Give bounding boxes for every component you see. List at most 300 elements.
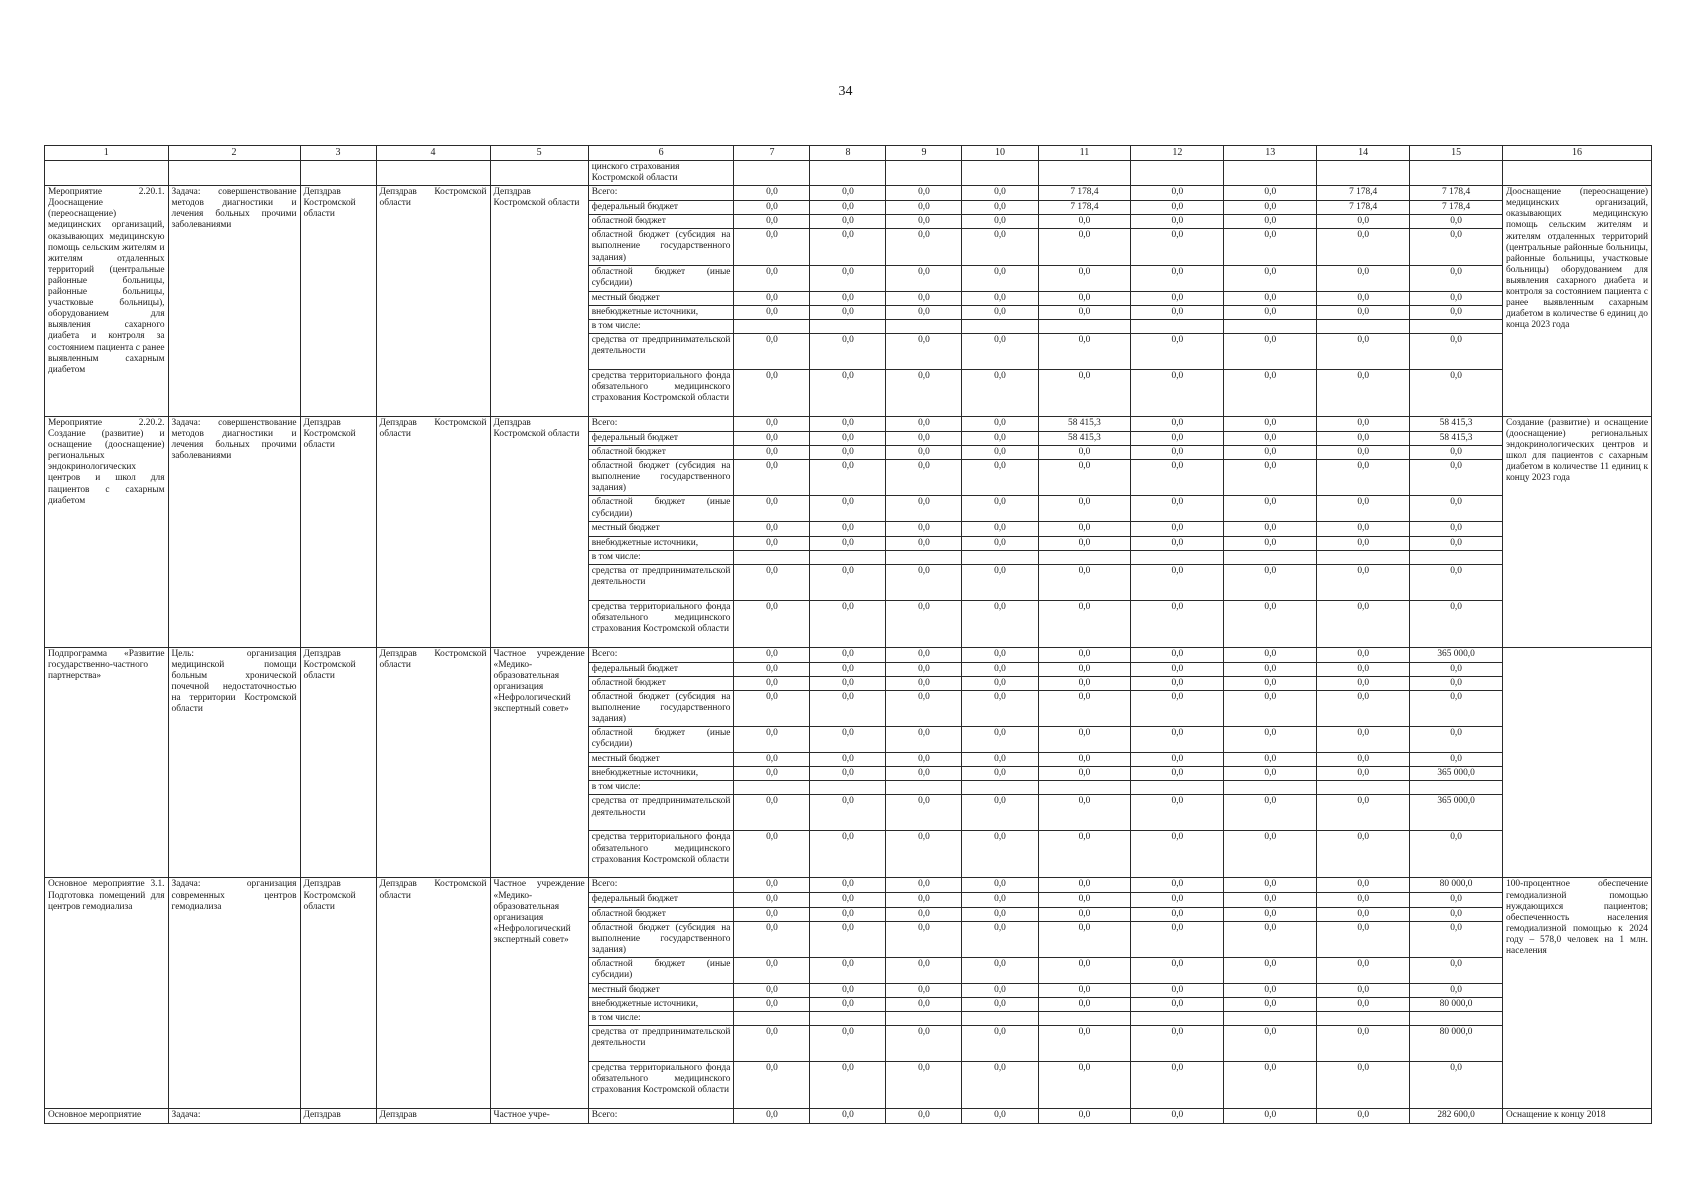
value-cell: 0,0 bbox=[1224, 983, 1317, 997]
value-cell: 0,0 bbox=[1131, 333, 1224, 369]
column-header: 15 bbox=[1410, 146, 1503, 161]
value-cell: 0,0 bbox=[962, 536, 1038, 550]
value-cell: 0,0 bbox=[1038, 662, 1131, 676]
column-header: 10 bbox=[962, 146, 1038, 161]
value-cell bbox=[1131, 781, 1224, 795]
value-cell: 0,0 bbox=[1410, 522, 1503, 536]
value-cell: 0,0 bbox=[1038, 676, 1131, 690]
responsible-executor-cell: Депздрав Костромской области bbox=[376, 647, 490, 878]
funding-source-cell: областной бюджет (субсидия на выполнение государственного задания) bbox=[588, 460, 734, 496]
value-cell: 0,0 bbox=[734, 1062, 810, 1109]
value-cell: 0,0 bbox=[1410, 690, 1503, 726]
value-cell: 0,0 bbox=[886, 753, 962, 767]
value-cell: 0,0 bbox=[734, 998, 810, 1012]
funding-source-cell: областной бюджет bbox=[588, 676, 734, 690]
value-cell: 0,0 bbox=[962, 983, 1038, 997]
value-cell: 0,0 bbox=[1131, 998, 1224, 1012]
value-cell: 0,0 bbox=[810, 998, 886, 1012]
value-cell: 0,0 bbox=[962, 662, 1038, 676]
value-cell: 0,0 bbox=[734, 676, 810, 690]
column-header: 8 bbox=[810, 146, 886, 161]
value-cell bbox=[1317, 781, 1410, 795]
value-cell: 0,0 bbox=[734, 907, 810, 921]
value-cell: 0,0 bbox=[962, 1026, 1038, 1062]
value-cell: 0,0 bbox=[1410, 893, 1503, 907]
value-cell: 0,0 bbox=[1038, 333, 1131, 369]
column-header: 9 bbox=[886, 146, 962, 161]
value-cell: 0,0 bbox=[1410, 676, 1503, 690]
value-cell: 0,0 bbox=[1038, 647, 1131, 662]
goal-task-cell: Цель: организация медицинской помощи больным хронической почечной недостаточностью на территории Костромской области bbox=[168, 647, 300, 878]
value-cell: 0,0 bbox=[734, 416, 810, 431]
value-cell: 0,0 bbox=[1410, 369, 1503, 416]
value-cell: 0,0 bbox=[886, 690, 962, 726]
column-header: 5 bbox=[490, 146, 588, 161]
value-cell: 0,0 bbox=[1038, 983, 1131, 997]
value-cell: 0,0 bbox=[886, 831, 962, 878]
funding-source-cell: средства территориального фонда обязательного медицинского страхования Костромской области bbox=[588, 600, 734, 647]
value-cell: 0,0 bbox=[734, 265, 810, 291]
value-cell: 0,0 bbox=[962, 1109, 1038, 1124]
value-cell: 0,0 bbox=[1410, 305, 1503, 319]
value-cell: 0,0 bbox=[1038, 957, 1131, 983]
funding-source-cell: областной бюджет (субсидия на выполнение государственного задания) bbox=[588, 690, 734, 726]
value-cell: 0,0 bbox=[1317, 460, 1410, 496]
coordinator-cell: Депздрав bbox=[300, 1109, 376, 1124]
value-cell: 0,0 bbox=[810, 727, 886, 753]
value-cell: 0,0 bbox=[886, 878, 962, 893]
value-cell: 0,0 bbox=[734, 496, 810, 522]
activity-name-cell: Основное мероприятие bbox=[45, 1109, 169, 1124]
value-cell bbox=[1038, 319, 1131, 333]
column-header: 3 bbox=[300, 146, 376, 161]
value-cell: 7 178,4 bbox=[1410, 201, 1503, 215]
participant-cell: Частное учреждение «Медико-образовательная организация «Нефрологический экспертный совет» bbox=[490, 647, 588, 878]
value-cell: 0,0 bbox=[1317, 727, 1410, 753]
value-cell: 0,0 bbox=[734, 215, 810, 229]
funding-source-cell: внебюджетные источники, bbox=[588, 767, 734, 781]
value-cell: 0,0 bbox=[1224, 662, 1317, 676]
value-cell: 0,0 bbox=[734, 647, 810, 662]
value-cell: 0,0 bbox=[1410, 600, 1503, 647]
value-cell: 80 000,0 bbox=[1410, 998, 1503, 1012]
value-cell: 0,0 bbox=[810, 305, 886, 319]
value-cell: 0,0 bbox=[1038, 460, 1131, 496]
value-cell: 0,0 bbox=[1410, 662, 1503, 676]
value-cell: 0,0 bbox=[1317, 431, 1410, 445]
value-cell: 58 415,3 bbox=[1038, 416, 1131, 431]
value-cell: 0,0 bbox=[1224, 690, 1317, 726]
value-cell bbox=[886, 1012, 962, 1026]
value-cell: 0,0 bbox=[810, 600, 886, 647]
value-cell: 0,0 bbox=[1410, 907, 1503, 921]
value-cell: 0,0 bbox=[734, 229, 810, 265]
participant-cell: Частное учре- bbox=[490, 1109, 588, 1124]
value-cell bbox=[734, 1012, 810, 1026]
value-cell: 0,0 bbox=[734, 893, 810, 907]
value-cell: 0,0 bbox=[1224, 460, 1317, 496]
value-cell: 0,0 bbox=[1131, 957, 1224, 983]
value-cell: 0,0 bbox=[1224, 600, 1317, 647]
value-cell: 0,0 bbox=[962, 676, 1038, 690]
funding-source-cell: областной бюджет (субсидия на выполнение государственного задания) bbox=[588, 229, 734, 265]
value-cell: 0,0 bbox=[1224, 186, 1317, 201]
value-cell: 0,0 bbox=[1410, 496, 1503, 522]
value-cell: 0,0 bbox=[1410, 536, 1503, 550]
value-cell bbox=[810, 781, 886, 795]
value-cell: 0,0 bbox=[1038, 1026, 1131, 1062]
value-cell: 0,0 bbox=[1038, 893, 1131, 907]
value-cell: 0,0 bbox=[1038, 1109, 1131, 1124]
value-cell bbox=[1224, 781, 1317, 795]
value-cell: 0,0 bbox=[1317, 496, 1410, 522]
value-cell: 0,0 bbox=[1224, 201, 1317, 215]
funding-source-cell: федеральный бюджет bbox=[588, 893, 734, 907]
value-cell: 0,0 bbox=[1038, 767, 1131, 781]
value-cell: 0,0 bbox=[1038, 446, 1131, 460]
funding-source-cell: в том числе: bbox=[588, 1012, 734, 1026]
value-cell: 0,0 bbox=[1410, 753, 1503, 767]
value-cell: 0,0 bbox=[1317, 305, 1410, 319]
value-cell bbox=[1038, 550, 1131, 564]
activity-name-cell: Мероприятие 2.20.2. Создание (развитие) и оснащение (дооснащение) региональных эндокринологических центров и школ для пациентов с сахарным диабетом bbox=[45, 416, 169, 647]
value-cell: 0,0 bbox=[1131, 690, 1224, 726]
funding-source-cell: внебюджетные источники, bbox=[588, 305, 734, 319]
value-cell: 0,0 bbox=[886, 647, 962, 662]
value-cell: 0,0 bbox=[962, 600, 1038, 647]
funding-source-cell: областной бюджет (иные субсидии) bbox=[588, 265, 734, 291]
value-cell: 0,0 bbox=[1131, 229, 1224, 265]
value-cell: 0,0 bbox=[962, 416, 1038, 431]
value-cell: 365 000,0 bbox=[1410, 647, 1503, 662]
value-cell: 0,0 bbox=[1224, 1062, 1317, 1109]
value-cell: 0,0 bbox=[886, 564, 962, 600]
value-cell: 0,0 bbox=[734, 446, 810, 460]
value-cell: 0,0 bbox=[810, 536, 886, 550]
column-number-row bbox=[45, 146, 1652, 161]
value-cell: 0,0 bbox=[1224, 831, 1317, 878]
value-cell: 0,0 bbox=[810, 201, 886, 215]
column-header: 6 bbox=[588, 146, 734, 161]
value-cell: 0,0 bbox=[734, 600, 810, 647]
value-cell: 0,0 bbox=[886, 215, 962, 229]
value-cell: 0,0 bbox=[1317, 957, 1410, 983]
value-cell: 0,0 bbox=[1224, 753, 1317, 767]
funding-source-cell: средства от предпринимательской деятельности bbox=[588, 564, 734, 600]
value-cell: 0,0 bbox=[1317, 536, 1410, 550]
value-cell: 365 000,0 bbox=[1410, 767, 1503, 781]
value-cell: 0,0 bbox=[1038, 878, 1131, 893]
value-cell: 0,0 bbox=[734, 983, 810, 997]
value-cell: 0,0 bbox=[1317, 446, 1410, 460]
funding-source-cell: местный бюджет bbox=[588, 522, 734, 536]
value-cell: 0,0 bbox=[962, 795, 1038, 831]
value-cell: 0,0 bbox=[886, 1109, 962, 1124]
value-cell: 0,0 bbox=[886, 201, 962, 215]
goal-task-cell: Задача: bbox=[168, 1109, 300, 1124]
value-cell: 0,0 bbox=[810, 1062, 886, 1109]
value-cell: 0,0 bbox=[886, 431, 962, 445]
value-cell: 0,0 bbox=[810, 460, 886, 496]
value-cell: 0,0 bbox=[1410, 215, 1503, 229]
value-cell: 0,0 bbox=[1038, 215, 1131, 229]
value-cell: 0,0 bbox=[734, 291, 810, 305]
value-cell: 0,0 bbox=[1131, 186, 1224, 201]
value-cell: 0,0 bbox=[886, 265, 962, 291]
value-cell: 0,0 bbox=[1038, 921, 1131, 957]
expected-result-cell bbox=[1503, 647, 1652, 878]
value-cell: 0,0 bbox=[1038, 291, 1131, 305]
value-cell: 0,0 bbox=[886, 893, 962, 907]
value-cell: 0,0 bbox=[734, 767, 810, 781]
value-cell: 0,0 bbox=[1038, 305, 1131, 319]
goal-task-cell: Задача: организация современных центров гемодиализа bbox=[168, 878, 300, 1109]
value-cell: 0,0 bbox=[734, 753, 810, 767]
value-cell bbox=[1224, 319, 1317, 333]
funding-source-cell: Всего: bbox=[588, 186, 734, 201]
value-cell: 0,0 bbox=[810, 690, 886, 726]
value-cell: 0,0 bbox=[810, 1109, 886, 1124]
value-cell: 0,0 bbox=[1131, 878, 1224, 893]
value-cell: 0,0 bbox=[886, 522, 962, 536]
value-cell: 0,0 bbox=[1317, 291, 1410, 305]
value-cell: 0,0 bbox=[734, 186, 810, 201]
value-cell: 0,0 bbox=[1038, 496, 1131, 522]
value-cell: 0,0 bbox=[1131, 522, 1224, 536]
value-cell: 0,0 bbox=[1131, 662, 1224, 676]
value-cell: 0,0 bbox=[810, 369, 886, 416]
value-cell: 0,0 bbox=[962, 215, 1038, 229]
responsible-executor-cell: Депздрав Костромской области bbox=[376, 878, 490, 1109]
funding-row bbox=[45, 416, 1652, 431]
value-cell: 0,0 bbox=[1131, 921, 1224, 957]
value-cell: 0,0 bbox=[962, 647, 1038, 662]
value-cell: 0,0 bbox=[734, 957, 810, 983]
value-cell: 0,0 bbox=[962, 201, 1038, 215]
value-cell: 0,0 bbox=[734, 536, 810, 550]
value-cell: 0,0 bbox=[1131, 767, 1224, 781]
value-cell: 0,0 bbox=[1224, 416, 1317, 431]
value-cell: 0,0 bbox=[1224, 647, 1317, 662]
value-cell: 0,0 bbox=[1224, 431, 1317, 445]
value-cell: 0,0 bbox=[962, 907, 1038, 921]
value-cell: 0,0 bbox=[962, 831, 1038, 878]
goal-task-cell: Задача: совершенствование методов диагностики и лечения больных прочими заболеваниями bbox=[168, 186, 300, 417]
value-cell: 7 178,4 bbox=[1317, 201, 1410, 215]
value-cell: 0,0 bbox=[962, 767, 1038, 781]
value-cell: 0,0 bbox=[886, 1062, 962, 1109]
value-cell: 0,0 bbox=[886, 1026, 962, 1062]
value-cell: 0,0 bbox=[734, 333, 810, 369]
value-cell: 0,0 bbox=[962, 1062, 1038, 1109]
value-cell: 0,0 bbox=[1224, 957, 1317, 983]
value-cell: 0,0 bbox=[1317, 647, 1410, 662]
value-cell bbox=[810, 319, 886, 333]
value-cell: 0,0 bbox=[810, 522, 886, 536]
value-cell: 0,0 bbox=[734, 431, 810, 445]
coordinator-cell: Депздрав Костромской области bbox=[300, 416, 376, 647]
value-cell bbox=[810, 1012, 886, 1026]
goal-task-cell: Задача: совершенствование методов диагностики и лечения больных прочими заболеваниями bbox=[168, 416, 300, 647]
value-cell: 0,0 bbox=[1317, 1062, 1410, 1109]
expected-result-cell: Оснащение к концу 2018 bbox=[1503, 1109, 1652, 1124]
value-cell: 0,0 bbox=[1038, 753, 1131, 767]
funding-source-cell: средства территориального фонда обязательного медицинского страхования Костромской области bbox=[588, 831, 734, 878]
value-cell: 0,0 bbox=[810, 647, 886, 662]
value-cell: 0,0 bbox=[962, 893, 1038, 907]
value-cell: 0,0 bbox=[1131, 1026, 1224, 1062]
value-cell: 0,0 bbox=[1410, 727, 1503, 753]
value-cell: 0,0 bbox=[886, 998, 962, 1012]
funding-source-cell: федеральный бюджет bbox=[588, 201, 734, 215]
value-cell: 58 415,3 bbox=[1038, 431, 1131, 445]
value-cell: 0,0 bbox=[810, 662, 886, 676]
source-line: цинского страхования bbox=[591, 162, 680, 172]
value-cell: 0,0 bbox=[1410, 957, 1503, 983]
coordinator-cell: Депздрав Костромской области bbox=[300, 186, 376, 417]
column-header: 7 bbox=[734, 146, 810, 161]
value-cell: 0,0 bbox=[810, 921, 886, 957]
value-cell: 0,0 bbox=[734, 369, 810, 416]
value-cell: 0,0 bbox=[1317, 1026, 1410, 1062]
value-cell: 0,0 bbox=[1131, 564, 1224, 600]
value-cell: 0,0 bbox=[1224, 522, 1317, 536]
value-cell: 0,0 bbox=[1224, 446, 1317, 460]
value-cell: 0,0 bbox=[1317, 215, 1410, 229]
value-cell: 0,0 bbox=[810, 795, 886, 831]
funding-source-cell: средства территориального фонда обязательного медицинского страхования Костромской области bbox=[588, 1062, 734, 1109]
value-cell: 0,0 bbox=[810, 767, 886, 781]
value-cell: 0,0 bbox=[962, 460, 1038, 496]
value-cell: 0,0 bbox=[1317, 690, 1410, 726]
continuation-source-cell bbox=[588, 161, 734, 186]
value-cell: 0,0 bbox=[1038, 600, 1131, 647]
value-cell: 80 000,0 bbox=[1410, 1026, 1503, 1062]
value-cell: 0,0 bbox=[886, 957, 962, 983]
responsible-executor-cell: Депздрав Костромской области bbox=[376, 416, 490, 647]
value-cell: 0,0 bbox=[1131, 201, 1224, 215]
value-cell: 0,0 bbox=[810, 831, 886, 878]
value-cell: 0,0 bbox=[810, 229, 886, 265]
funding-source-cell: областной бюджет (иные субсидии) bbox=[588, 957, 734, 983]
value-cell: 0,0 bbox=[962, 564, 1038, 600]
page-number: 34 bbox=[838, 84, 853, 99]
value-cell: 0,0 bbox=[1131, 1109, 1224, 1124]
value-cell: 0,0 bbox=[962, 265, 1038, 291]
value-cell: 0,0 bbox=[1224, 767, 1317, 781]
value-cell: 0,0 bbox=[1131, 983, 1224, 997]
value-cell: 0,0 bbox=[734, 690, 810, 726]
funding-source-cell: федеральный бюджет bbox=[588, 662, 734, 676]
activity-name-cell: Основное мероприятие 3.1. Подготовка помещений для центров гемодиализа bbox=[45, 878, 169, 1109]
value-cell bbox=[1131, 1012, 1224, 1026]
value-cell: 0,0 bbox=[1317, 522, 1410, 536]
value-cell: 0,0 bbox=[1038, 265, 1131, 291]
value-cell bbox=[810, 550, 886, 564]
value-cell: 0,0 bbox=[1131, 907, 1224, 921]
value-cell: 0,0 bbox=[1131, 369, 1224, 416]
value-cell: 0,0 bbox=[886, 460, 962, 496]
value-cell bbox=[1410, 781, 1503, 795]
value-cell: 0,0 bbox=[1131, 676, 1224, 690]
value-cell: 0,0 bbox=[1131, 265, 1224, 291]
responsible-executor-cell: Депздрав bbox=[376, 1109, 490, 1124]
value-cell: 0,0 bbox=[886, 662, 962, 676]
value-cell: 58 415,3 bbox=[1410, 431, 1503, 445]
participant-cell: Частное учреждение «Медико-образовательная организация «Нефрологический экспертный совет» bbox=[490, 878, 588, 1109]
participant-cell: Депздрав Костромской области bbox=[490, 186, 588, 417]
funding-source-cell: федеральный бюджет bbox=[588, 431, 734, 445]
value-cell: 0,0 bbox=[1317, 265, 1410, 291]
value-cell: 0,0 bbox=[810, 564, 886, 600]
funding-source-cell: Всего: bbox=[588, 647, 734, 662]
value-cell: 0,0 bbox=[1224, 333, 1317, 369]
value-cell: 0,0 bbox=[1224, 564, 1317, 600]
value-cell: 0,0 bbox=[1317, 229, 1410, 265]
value-cell bbox=[1131, 319, 1224, 333]
value-cell: 0,0 bbox=[1131, 831, 1224, 878]
expected-result-cell: Дооснащение (переоснащение) медицинских организаций, оказывающих медицинскую помощь сельским жителям и жителям отдаленных территорий (центральные районные больницы, районные больницы, участковые больницы) оборудованием для выявления сахарного диабета и контроля за состоянием пациента с ранее выявленным сахарным диабетом в количестве 6 единиц до конца 2023 года bbox=[1503, 186, 1652, 417]
value-cell: 0,0 bbox=[1224, 921, 1317, 957]
value-cell: 0,0 bbox=[1224, 795, 1317, 831]
value-cell bbox=[734, 319, 810, 333]
activity-name-cell: Мероприятие 2.20.1. Дооснащение (переоснащение) медицинских организаций, оказывающих медицинскую помощь сельским жителям и жителям отдаленных территорий (центральные районные больницы, районные больницы, участковые больницы), оборудованием для выявления сахарного диабета и контроля за состоянием пациента с ранее выявленным сахарным диабетом bbox=[45, 186, 169, 417]
value-cell: 0,0 bbox=[886, 369, 962, 416]
value-cell: 0,0 bbox=[886, 536, 962, 550]
value-cell: 0,0 bbox=[1317, 600, 1410, 647]
value-cell: 0,0 bbox=[1131, 893, 1224, 907]
value-cell: 0,0 bbox=[810, 416, 886, 431]
value-cell: 0,0 bbox=[734, 460, 810, 496]
value-cell bbox=[1038, 1012, 1131, 1026]
funding-source-cell: средства от предпринимательской деятельности bbox=[588, 1026, 734, 1062]
value-cell bbox=[734, 550, 810, 564]
value-cell: 0,0 bbox=[886, 333, 962, 369]
value-cell bbox=[1317, 550, 1410, 564]
value-cell: 0,0 bbox=[734, 1109, 810, 1124]
value-cell: 0,0 bbox=[886, 446, 962, 460]
column-header: 11 bbox=[1038, 146, 1131, 161]
value-cell: 0,0 bbox=[734, 878, 810, 893]
budget-table bbox=[44, 145, 1652, 1124]
value-cell bbox=[886, 781, 962, 795]
value-cell: 0,0 bbox=[1224, 369, 1317, 416]
value-cell: 0,0 bbox=[810, 983, 886, 997]
value-cell: 0,0 bbox=[962, 921, 1038, 957]
funding-source-cell: местный бюджет bbox=[588, 291, 734, 305]
value-cell: 0,0 bbox=[810, 431, 886, 445]
value-cell: 0,0 bbox=[1410, 460, 1503, 496]
funding-source-cell: местный бюджет bbox=[588, 753, 734, 767]
value-cell: 0,0 bbox=[1038, 229, 1131, 265]
value-cell: 0,0 bbox=[810, 676, 886, 690]
funding-source-cell: Всего: bbox=[588, 878, 734, 893]
value-cell: 0,0 bbox=[1224, 215, 1317, 229]
value-cell: 0,0 bbox=[1038, 536, 1131, 550]
value-cell bbox=[1410, 550, 1503, 564]
value-cell: 0,0 bbox=[1317, 753, 1410, 767]
value-cell: 0,0 bbox=[810, 907, 886, 921]
value-cell: 0,0 bbox=[1317, 662, 1410, 676]
value-cell: 0,0 bbox=[1131, 727, 1224, 753]
value-cell: 0,0 bbox=[886, 907, 962, 921]
funding-source-cell: областной бюджет (иные субсидии) bbox=[588, 496, 734, 522]
value-cell: 0,0 bbox=[1410, 446, 1503, 460]
value-cell: 0,0 bbox=[1317, 767, 1410, 781]
value-cell: 0,0 bbox=[810, 878, 886, 893]
value-cell: 0,0 bbox=[1410, 921, 1503, 957]
value-cell: 0,0 bbox=[734, 201, 810, 215]
